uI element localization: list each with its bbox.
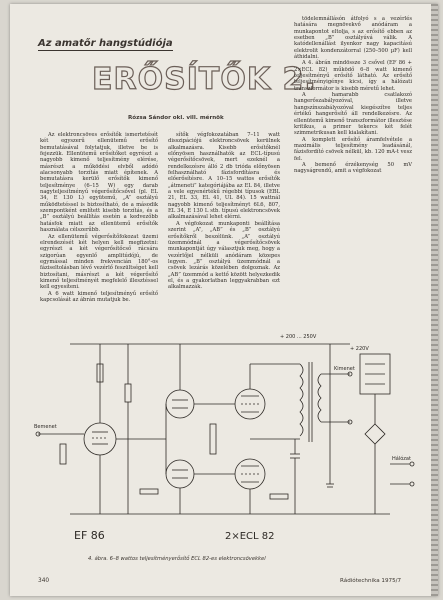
- mains-label: Hálózat: [392, 456, 411, 462]
- figure-caption: 4. ábra. 6–8 wattos teljesítményerősítő ECL 82-es elektroncsövekkel: [88, 556, 266, 562]
- magazine-page: [10, 4, 438, 596]
- paragraph: A 6 watt kimenő teljesítményű erősítő kapcsolását az ábrán mutatjuk be.: [40, 290, 158, 303]
- paragraph: Az ellenütemű végerősítőfokozat üzemi elrendezését két helyen kell megfizetni: egyrészt a két végerősítőcső rácsára szigorúan egyenlő amplitúdójú, de egymással minden frekvencián 180°-os fáziseltolásban lévő vezérlő feszültséget kell biztosítani, másrészt a két végerősítő kimenő teljesítményét megfelelő illesztéssel kell egyesíteni.: [40, 233, 158, 291]
- article-title: ERŐSÍTŐK 2.: [92, 62, 317, 97]
- paragraph: tödelemnállásón átfolyó s a vezérlés hatására megnövekvő anódáram a munkapontot eltolja, s az erősítő ebben az esetben „B” osztályúvá válik. A katódellenállást ilyenkor nagy kapacitású elektrolit kondenzátorral (250–500 µF) kell áthidalni.: [294, 16, 412, 61]
- supply-voltage-label: + 200 ... 250V: [280, 334, 317, 340]
- supply-voltage2-label: + 220V: [350, 346, 369, 352]
- tube2-label: 2×ECL 82: [225, 531, 275, 542]
- paragraph: A 4. ábrán mindössze 3 csővel (EF 86 + 2×ECL 82) működő 6–8 watt kimenő teljesítményű erősítő látható. Az erősítő teljesítményigénye kicsi, így a hálózati transzformátor is kisebb méretű lehet.: [294, 60, 412, 92]
- circuit-schematic: [30, 324, 424, 552]
- author-line: Rózsa Sándor okl. vill. mérnök: [128, 115, 224, 121]
- section-label: Az amatőr hangstúdiója: [38, 38, 173, 49]
- input-label: Bemenet: [34, 424, 57, 430]
- paragraph: A komplett erősítő áramfelvétele a maximális teljesítmény leadásánál, fázisfordító csövek nélkül, kb. 120 mA-t vesz fel.: [294, 136, 412, 162]
- paragraph: sítők végfokozatában 7–11 watt disszipációjú elektroncsövek kerülnek alkalmazásra. Kisebb erősítőknél előnyösen használhatók az ECL-típusú végerősítőcsövek, mert ezeknél a rendelkezésre álló 2 db trióda előnyösen felhasználható fázisfordításra és előerősítésre. A 10–15 wattos erősítők „átmeneti” kategóriájába az EL 84, illetve a vele egyenértékű régebbi típusok (EBL 21, EL 33, EL 41, UL 84). 15 wattnál nagyobb kimenő teljesítményt 6L6, 807, EL 34, E 130 L stb. típusú elektroncsövek alkalmazásával lehet elérni.: [168, 132, 280, 221]
- paragraph: A hamarabb csatlakozó hangerőszabályozóval, illetve hangszínszabályozóval kiegészítve teljes értékű hangerősítő áll rendelkezésre. Az ellenütemű kimenő transzformátor illesztése kritikus, a primer tekercs két felét szimmetrikusan kell kialakítani.: [294, 92, 412, 137]
- page-number: 340: [38, 578, 50, 584]
- page-binding: [431, 4, 438, 596]
- output-label: Kimenet: [334, 366, 355, 372]
- tube1-label: EF 86: [74, 529, 105, 542]
- text-column-2: [168, 132, 280, 291]
- text-column-3: [294, 16, 412, 175]
- journal-footer: Rádiótechnika 1975/7: [340, 578, 402, 584]
- paragraph: A végfokozat munkaponti beállítása szerint „A”, „AB” és „B” osztályú erősítőkről beszélünk. „A” osztályú üzemmódnál a végerősítőcsövek munkapontját úgy választjuk meg, hogy a vezérlőjel nélküli anódáram közepes legyen. „B” osztályú üzemmódnál a csövek lezárás közelében dolgoznak. Az „AB” üzemmód a kettő között helyezkedik el, és a gyakorlatban leggyakrabban ezt alkalmazzák.: [168, 220, 280, 291]
- paragraph: A bemenő érzékenység 50 mV nagyságrendű, amit a végfokozat: [294, 161, 412, 175]
- text-column-1: [40, 132, 158, 303]
- paragraph: Az elektroncsöves erősítők ismertetését két egyszerű ellenütemű erősítő bemutatásával folytatjuk, illetve be is fejezzük. Ellenütemű erősítőket egyrészt a nagyobb kimenő teljesítmény elérése, másrészt a működési elvből adódó alacsonyabb torzítás miatt építenek. A bemutatásra kerülő erősítők kimenő teljesítménye (6–15 W) egy darab nagyteljesítményű végerősítőcsővel (pl. EL 34, E 130 L) együtemű, „A” osztályú működtetéssel is biztosítható, de a második szempontként említett kisebb torzítás, és a „B” osztályú beállítás esetén a kedvezőbb hatásfok miatt az ellenütemű erősítők használata célszerűbb.: [40, 132, 158, 234]
